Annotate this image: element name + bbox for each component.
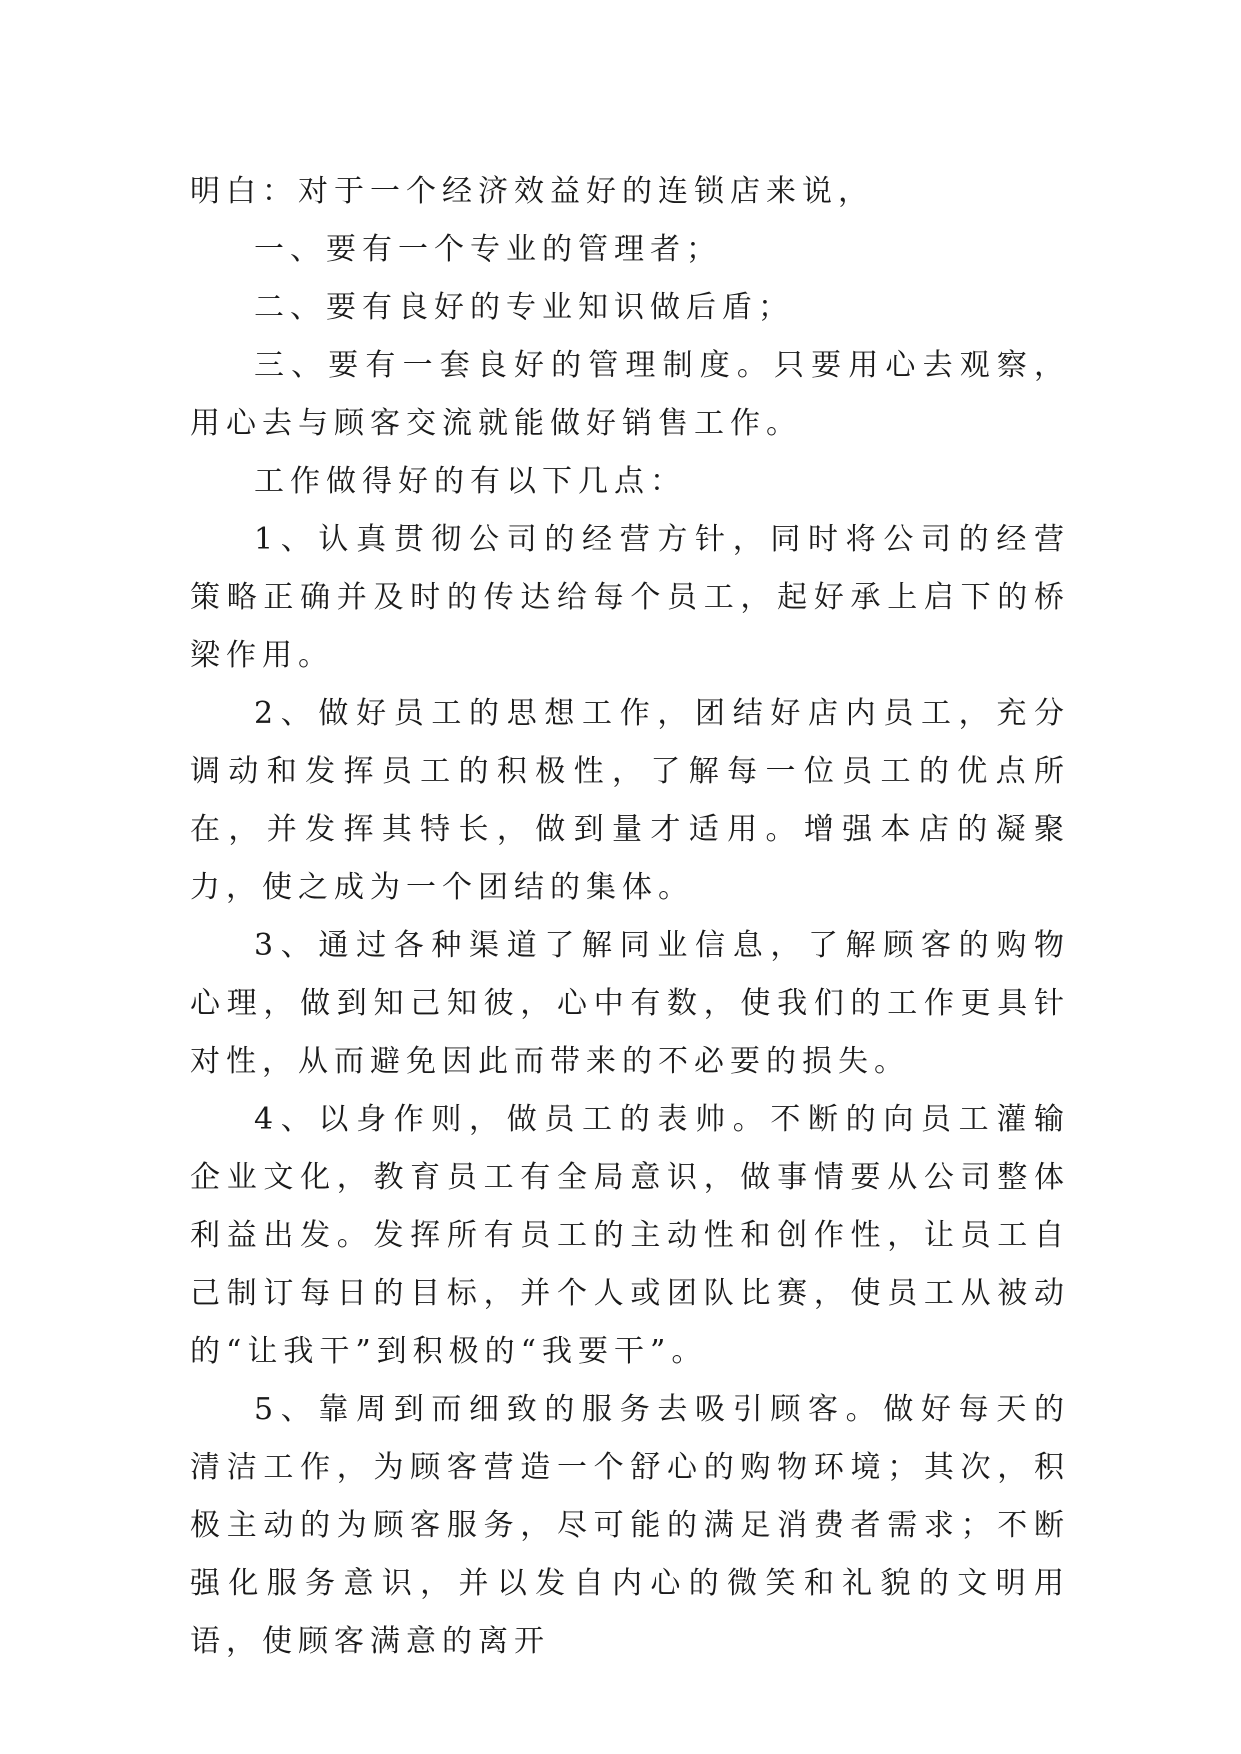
paragraph-item-4: 4、以身作则，做员工的表帅。不断的向员工灌输企业文化，教育员工有全局意识，做事情要从公司整体利益出发。发挥所有员工的主动性和创作性，让员工自己制订每日的目标，并个人或团队比赛，使员工从被动的“让我干”到积极的“我要干”。	[190, 1102, 1070, 1369]
paragraph-item-3: 3、通过各种渠道了解同业信息，了解顾客的购物心理，做到知己知彼，心中有数，使我们的工作更具针对性，从而避免因此而带来的不必要的损失。	[190, 928, 1070, 1079]
paragraph-item-2: 2、做好员工的思想工作，团结好店内员工，充分调动和发挥员工的积极性，了解每一位员工的优点所在，并发挥其特长，做到量才适用。增强本店的凝聚力，使之成为一个团结的集体。	[190, 696, 1070, 905]
paragraph-point-three: 三、要有一套良好的管理制度。只要用心去观察，用心去与顾客交流就能做好销售工作。	[190, 348, 1070, 441]
paragraph-item-5: 5、靠周到而细致的服务去吸引顾客。做好每天的清洁工作，为顾客营造一个舒心的购物环境；其次，积极主动的为顾客服务，尽可能的满足消费者需求；不断强化服务意识，并以发自内心的微笑和礼貌的文明用语，使顾客满意的离开	[190, 1392, 1070, 1659]
paragraph-point-two: 二、要有良好的专业知识做后盾；	[254, 290, 794, 325]
paragraph-intro: 明白：对于一个经济效益好的连锁店来说，	[190, 174, 874, 209]
document-body	[190, 163, 1070, 1671]
paragraph-point-one: 一、要有一个专业的管理者；	[254, 232, 722, 267]
paragraph-item-1: 1、认真贯彻公司的经营方针，同时将公司的经营策略正确并及时的传达给每个员工，起好承上启下的桥梁作用。	[190, 522, 1070, 673]
paragraph-good-work-heading: 工作做得好的有以下几点：	[254, 464, 686, 499]
